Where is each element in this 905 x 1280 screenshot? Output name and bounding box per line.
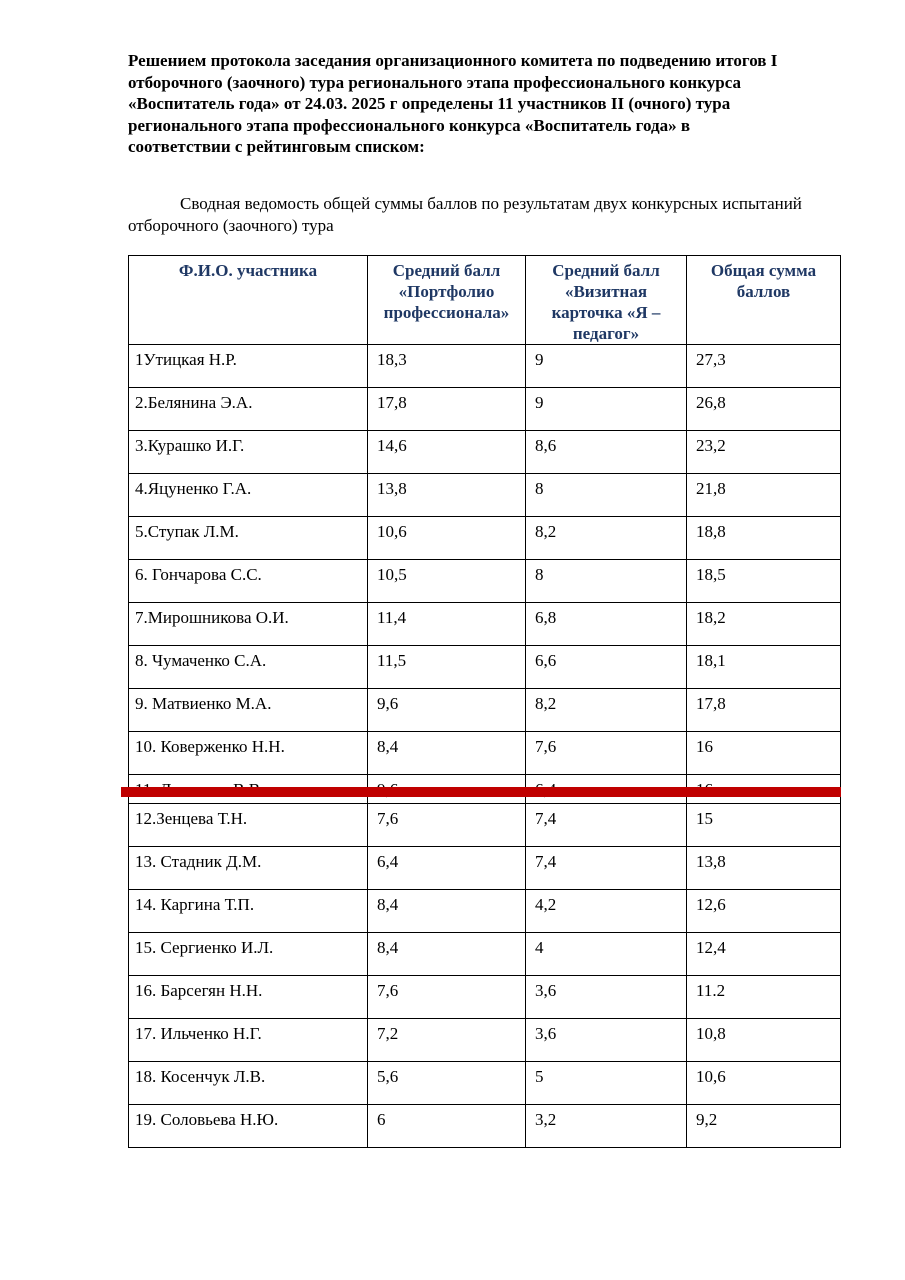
cell-total-score: 18,2: [687, 603, 841, 646]
cell-card-score: 7,4: [526, 847, 687, 890]
cell-card-score: 3,2: [526, 1105, 687, 1148]
header-portfolio-score: Средний балл «Портфолио профессионала»: [368, 256, 526, 345]
table-row: [129, 388, 841, 431]
header-card-score: Средний балл «Визитная карточка «Я – педагог»: [526, 256, 687, 345]
intro-paragraph: [128, 50, 777, 158]
table-row: [129, 1019, 841, 1062]
cell-portfolio-score: 6,4: [368, 847, 526, 890]
table-row: [129, 431, 841, 474]
table-row: [129, 517, 841, 560]
cell-portfolio-score: 6: [368, 1105, 526, 1148]
intro-line: отборочного (заочного) тура регионального этапа профессионального конкурса: [128, 72, 741, 92]
cell-participant-name: 7.Мирошникова О.И.: [129, 603, 368, 646]
cell-card-score: 3,6: [526, 976, 687, 1019]
cell-card-score: 7,4: [526, 804, 687, 847]
table-header-row: [129, 256, 841, 345]
cell-participant-name: 16. Барсегян Н.Н.: [129, 976, 368, 1019]
table-row: [129, 847, 841, 890]
cell-portfolio-score: 7,6: [368, 804, 526, 847]
cell-card-score: 4,2: [526, 890, 687, 933]
table-row: [129, 474, 841, 517]
caption-line: Сводная ведомость общей суммы баллов по результатам двух конкурсных испытаний: [180, 194, 802, 213]
cell-total-score: 10,6: [687, 1062, 841, 1105]
cell-participant-name: 4.Яцуненко Г.А.: [129, 474, 368, 517]
cell-total-score: 15: [687, 804, 841, 847]
summary-caption: [128, 193, 802, 236]
cell-participant-name: 3.Курашко И.Г.: [129, 431, 368, 474]
cell-participant-name: 5.Ступак Л.М.: [129, 517, 368, 560]
cell-total-score: 26,8: [687, 388, 841, 431]
cell-participant-name: 10. Коверженко Н.Н.: [129, 732, 368, 775]
cell-portfolio-score: 14,6: [368, 431, 526, 474]
cell-portfolio-score: 18,3: [368, 345, 526, 388]
cell-portfolio-score: 8,4: [368, 732, 526, 775]
intro-line: регионального этапа профессионального конкурса «Воспитатель года» в: [128, 115, 690, 135]
header-participant-name: Ф.И.О. участника: [129, 256, 368, 345]
cell-total-score: 21,8: [687, 474, 841, 517]
table-row: [129, 1062, 841, 1105]
cell-participant-name: 14. Каргина Т.П.: [129, 890, 368, 933]
cell-total-score: 10,8: [687, 1019, 841, 1062]
cell-participant-name: 12.Зенцева Т.Н.: [129, 804, 368, 847]
cell-portfolio-score: 7,6: [368, 976, 526, 1019]
cell-portfolio-score: 11,5: [368, 646, 526, 689]
table-row: [129, 1105, 841, 1148]
intro-line: соответствии с рейтинговым списком:: [128, 137, 425, 156]
cell-participant-name: 17. Ильченко Н.Г.: [129, 1019, 368, 1062]
cell-participant-name: 2.Белянина Э.А.: [129, 388, 368, 431]
table-row: [129, 890, 841, 933]
cell-portfolio-score: 8,4: [368, 890, 526, 933]
cell-total-score: 16: [687, 732, 841, 775]
cell-total-score: 11.2: [687, 976, 841, 1019]
cell-card-score: 9: [526, 388, 687, 431]
cell-portfolio-score: 11,4: [368, 603, 526, 646]
cell-card-score: 6,8: [526, 603, 687, 646]
caption-line: отборочного (заочного) тура: [128, 215, 334, 235]
cell-card-score: 8,2: [526, 517, 687, 560]
cell-total-score: 13,8: [687, 847, 841, 890]
header-total-score: Общая сумма баллов: [687, 256, 841, 345]
cell-card-score: 7,6: [526, 732, 687, 775]
cell-total-score: 12,6: [687, 890, 841, 933]
table-row: [129, 933, 841, 976]
cell-participant-name: 15. Сергиенко И.Л.: [129, 933, 368, 976]
cell-portfolio-score: 9,6: [368, 689, 526, 732]
cell-portfolio-score: 10,6: [368, 517, 526, 560]
table-row: [129, 804, 841, 847]
cell-portfolio-score: 10,5: [368, 560, 526, 603]
cell-card-score: 8,6: [526, 431, 687, 474]
table-row: [129, 560, 841, 603]
cell-card-score: 3,6: [526, 1019, 687, 1062]
cell-total-score: 23,2: [687, 431, 841, 474]
cell-card-score: 8,2: [526, 689, 687, 732]
intro-line: «Воспитатель года» от 24.03. 2025 г определены 11 участников II (очного) тура: [128, 94, 731, 113]
cell-portfolio-score: 7,2: [368, 1019, 526, 1062]
cutoff-line: [121, 787, 841, 797]
cell-participant-name: 9. Матвиенко М.А.: [129, 689, 368, 732]
cell-portfolio-score: 5,6: [368, 1062, 526, 1105]
table-row: [129, 732, 841, 775]
table-row: [129, 976, 841, 1019]
table-row: [129, 345, 841, 388]
cell-participant-name: 13. Стадник Д.М.: [129, 847, 368, 890]
cell-participant-name: 19. Соловьева Н.Ю.: [129, 1105, 368, 1148]
cell-card-score: 6,6: [526, 646, 687, 689]
cell-participant-name: 6. Гончарова С.С.: [129, 560, 368, 603]
cell-portfolio-score: 8,4: [368, 933, 526, 976]
table-body: [129, 345, 841, 1148]
table-row: [129, 603, 841, 646]
cell-total-score: 17,8: [687, 689, 841, 732]
cell-total-score: 18,8: [687, 517, 841, 560]
cell-total-score: 18,5: [687, 560, 841, 603]
scores-table: [128, 255, 841, 1148]
cell-total-score: 12,4: [687, 933, 841, 976]
intro-line: Решением протокола заседания организационного комитета по подведению итогов I: [128, 51, 778, 70]
cell-participant-name: 8. Чумаченко С.А.: [129, 646, 368, 689]
cell-participant-name: 1Утицкая Н.Р.: [129, 345, 368, 388]
cell-card-score: 8: [526, 560, 687, 603]
cell-participant-name: 18. Косенчук Л.В.: [129, 1062, 368, 1105]
cell-total-score: 18,1: [687, 646, 841, 689]
cell-card-score: 9: [526, 345, 687, 388]
cell-card-score: 5: [526, 1062, 687, 1105]
cell-portfolio-score: 13,8: [368, 474, 526, 517]
cell-portfolio-score: 17,8: [368, 388, 526, 431]
cell-card-score: 4: [526, 933, 687, 976]
cell-card-score: 8: [526, 474, 687, 517]
table-row: [129, 689, 841, 732]
table-row: [129, 646, 841, 689]
cell-total-score: 27,3: [687, 345, 841, 388]
cell-total-score: 9,2: [687, 1105, 841, 1148]
